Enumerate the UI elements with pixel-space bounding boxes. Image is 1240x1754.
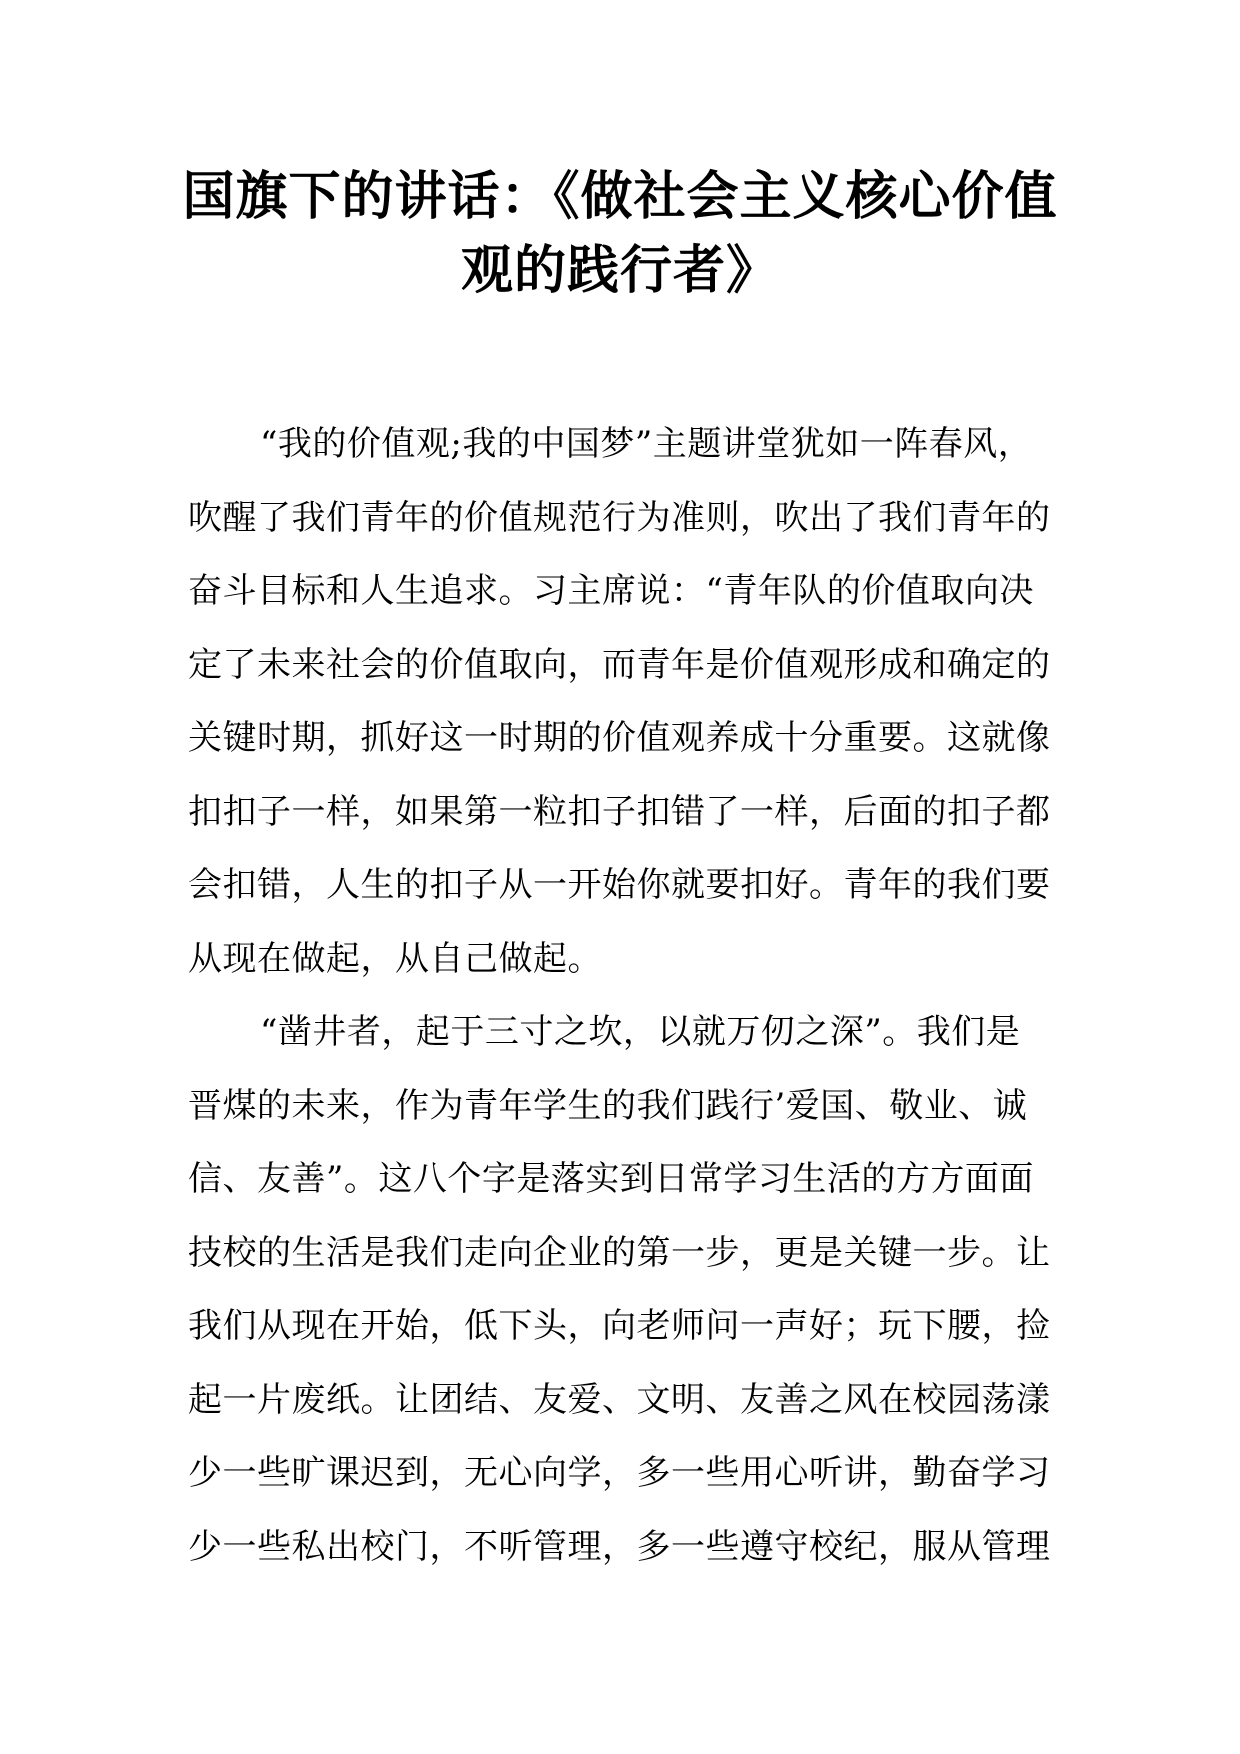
paragraph-1-line-2: 吹醒了我们青年的价值规范行为准则，吹出了我们青年的 <box>188 497 1051 538</box>
paragraph-2-line-2: 晋煤的未来，作为青年学生的我们践行’爱国、敬业、诚 <box>188 1085 1028 1126</box>
paragraph-1-line-8: 从现在做起，从自己做起。 <box>188 938 602 979</box>
paragraph-2-line-1: “凿井者，起于三寸之坎，以就万仞之深”。我们是 <box>260 1012 1021 1052</box>
paragraph-1-line-7: 会扣错，人生的扣子从一开始你就要扣好。青年的我们要 <box>188 865 1051 905</box>
paragraph-2-line-8: 少一些私出校门，不听管理，多一些遵守校纪，服从管理 <box>188 1526 1051 1567</box>
paragraph-2-line-7: 少一些旷课迟到，无心向学，多一些用心听讲，勤奋学习 <box>188 1453 1051 1493</box>
paragraph-1-line-4: 定了未来社会的价值取向，而青年是价值观形成和确定的 <box>188 644 1051 685</box>
paragraph-2-line-3: 信、友善”。这八个字是落实到日常学习生活的方方面面 <box>188 1159 1034 1199</box>
paragraph-2-line-4: 技校的生活是我们走向企业的第一步，更是关键一步。让 <box>188 1232 1051 1273</box>
body-text <box>188 408 1058 1584</box>
paragraph-1-line-3: 奋斗目标和人生追求。习主席说：“青年队的价值取向决 <box>188 571 1034 611</box>
paragraph-1-line-5: 关键时期，抓好这一时期的价值观养成十分重要。这就像 <box>188 718 1051 758</box>
paragraph-2-line-5: 我们从现在开始，低下头，向老师问一声好；玩下腰，捡 <box>188 1306 1051 1346</box>
paragraph-2-line-6: 起一片废纸。让团结、友爱、文明、友善之风在校园荡漾 <box>188 1379 1051 1420</box>
title-line-2: 观的践行者》 <box>460 241 779 301</box>
paragraph-1-line-6: 扣扣子一样，如果第一粒扣子扣错了一样，后面的扣子都 <box>188 791 1051 832</box>
title-line-1: 国旗下的讲话：《做社会主义核心价值 <box>182 167 1058 227</box>
page-title <box>150 160 1090 308</box>
paragraph-1-line-1: “我的价值观;我的中国梦”主题讲堂犹如一阵春风， <box>260 424 1033 464</box>
